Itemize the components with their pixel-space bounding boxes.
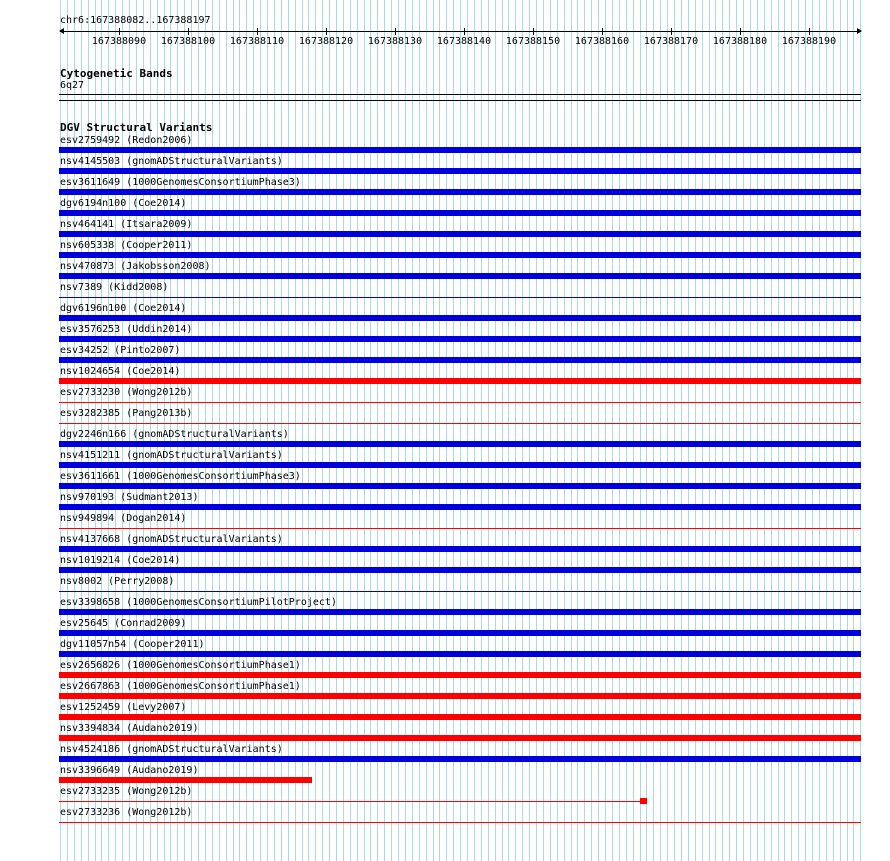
variant-bar[interactable] — [59, 441, 861, 447]
variant-label[interactable]: esv2656826 (1000GenomesConsortiumPhase1) — [60, 660, 301, 671]
variant-label[interactable]: esv3576253 (Uddin2014) — [60, 324, 193, 335]
ruler-tick-label: 167388120 — [298, 36, 354, 47]
variant-bar[interactable] — [59, 630, 861, 636]
variant-bar[interactable] — [59, 252, 861, 258]
variant-bar[interactable] — [59, 273, 861, 279]
variant-line[interactable] — [59, 423, 861, 424]
variant-label[interactable]: esv34252 (Pinto2007) — [60, 345, 181, 356]
variant-label[interactable]: esv25645 (Conrad2009) — [60, 618, 187, 629]
variant-label[interactable]: nsv1019214 (Coe2014) — [60, 555, 181, 566]
variant-bar[interactable] — [59, 504, 861, 510]
ruler-tick-label: 167388190 — [781, 36, 837, 47]
variant-label[interactable]: nsv8002 (Perry2008) — [60, 576, 175, 587]
variant-bar[interactable] — [59, 735, 861, 741]
variant-bar[interactable] — [59, 189, 861, 195]
variant-bar[interactable] — [59, 462, 861, 468]
variant-bar[interactable] — [59, 756, 861, 762]
variant-label[interactable]: nsv3394834 (Audano2019) — [60, 723, 199, 734]
ruler-tick-label: 167388110 — [229, 36, 285, 47]
ruler-right-arrow-icon[interactable] — [857, 28, 862, 34]
variant-label[interactable]: nsv605338 (Cooper2011) — [60, 240, 193, 251]
ruler-tick — [602, 28, 603, 35]
ruler-tick — [188, 28, 189, 35]
ruler-tick-label: 167388130 — [367, 36, 423, 47]
variant-label[interactable]: nsv3396649 (Audano2019) — [60, 765, 199, 776]
ruler-tick-label: 167388170 — [643, 36, 699, 47]
dgv-track-title[interactable]: DGV Structural Variants — [60, 121, 213, 134]
ruler-tick — [395, 28, 396, 35]
variant-label[interactable]: nsv970193 (Sudmant2013) — [60, 492, 199, 503]
ruler-tick-label: 167388180 — [712, 36, 768, 47]
variant-bar[interactable] — [59, 483, 861, 489]
variant-bar-partial[interactable] — [59, 777, 312, 783]
variant-bar[interactable] — [59, 378, 861, 384]
variant-bar[interactable] — [59, 609, 861, 615]
variant-line[interactable] — [59, 402, 861, 403]
variant-label[interactable]: dgv11057n54 (Cooper2011) — [60, 639, 205, 650]
variant-label[interactable]: nsv4137668 (gnomADStructuralVariants) — [60, 534, 283, 545]
variant-label[interactable]: esv2733236 (Wong2012b) — [60, 807, 193, 818]
genomic-position: chr6:167388082..167388197 — [60, 15, 211, 26]
variant-bar[interactable] — [59, 714, 861, 720]
cytoband-separator-bottom — [59, 100, 861, 101]
ruler-tick-label: 167388140 — [436, 36, 492, 47]
cytoband-track-title[interactable]: Cytogenetic Bands — [60, 67, 173, 80]
variant-bar[interactable] — [59, 315, 861, 321]
variant-bar[interactable] — [59, 210, 861, 216]
variant-label[interactable]: esv3398658 (1000GenomesConsortiumPilotProject) — [60, 597, 337, 608]
variant-label[interactable]: nsv1024654 (Coe2014) — [60, 366, 181, 377]
ruler-tick — [809, 28, 810, 35]
ruler-tick — [326, 28, 327, 35]
variant-label[interactable]: dgv6194n100 (Coe2014) — [60, 198, 187, 209]
variant-label[interactable]: nsv470873 (Jakobsson2008) — [60, 261, 211, 272]
variant-label[interactable]: nsv4524186 (gnomADStructuralVariants) — [60, 744, 283, 755]
ruler-tick — [671, 28, 672, 35]
ruler-tick-label: 167388090 — [91, 36, 147, 47]
ruler-tick — [257, 28, 258, 35]
variant-bar[interactable] — [59, 546, 861, 552]
variant-label[interactable]: esv1252459 (Levy2007) — [60, 702, 187, 713]
ruler-left-arrow-icon[interactable] — [59, 28, 64, 34]
variant-label[interactable]: dgv2246n166 (gnomADStructuralVariants) — [60, 429, 289, 440]
variant-label[interactable]: esv3611649 (1000GenomesConsortiumPhase3) — [60, 177, 301, 188]
cytoband-label[interactable]: 6q27 — [60, 80, 85, 91]
variant-bar[interactable] — [59, 336, 861, 342]
ruler-tick-label: 167388150 — [505, 36, 561, 47]
variant-line[interactable] — [59, 801, 643, 802]
variant-label[interactable]: esv2733230 (Wong2012b) — [60, 387, 193, 398]
variant-bar[interactable] — [59, 231, 861, 237]
variant-bar[interactable] — [59, 168, 861, 174]
variant-label[interactable]: esv2733235 (Wong2012b) — [60, 786, 193, 797]
variant-bar[interactable] — [59, 693, 861, 699]
variant-marker[interactable] — [640, 798, 647, 804]
variant-label[interactable]: nsv7389 (Kidd2008) — [60, 282, 169, 293]
ruler-tick — [533, 28, 534, 35]
variant-label[interactable]: nsv4151211 (gnomADStructuralVariants) — [60, 450, 283, 461]
cytoband-separator-top — [59, 94, 861, 95]
variant-bar[interactable] — [59, 567, 861, 573]
variant-label[interactable]: dgv6196n100 (Coe2014) — [60, 303, 187, 314]
ruler-tick — [740, 28, 741, 35]
variant-label[interactable]: nsv4145503 (gnomADStructuralVariants) — [60, 156, 283, 167]
variant-label[interactable]: nsv949894 (Dogan2014) — [60, 513, 187, 524]
variant-bar[interactable] — [59, 672, 861, 678]
variant-label[interactable]: esv2667863 (1000GenomesConsortiumPhase1) — [60, 681, 301, 692]
variant-bar[interactable] — [59, 357, 861, 363]
variant-line[interactable] — [59, 822, 861, 823]
variant-line[interactable] — [59, 297, 861, 298]
variant-label[interactable]: esv3611661 (1000GenomesConsortiumPhase3) — [60, 471, 301, 482]
variant-label[interactable]: nsv464141 (Itsara2009) — [60, 219, 193, 230]
variant-label[interactable]: esv2759492 (Redon2006) — [60, 135, 193, 146]
variant-line[interactable] — [59, 591, 861, 592]
ruler-tick — [119, 28, 120, 35]
ruler-tick-label: 167388160 — [574, 36, 630, 47]
variant-line[interactable] — [59, 528, 861, 529]
variant-label[interactable]: esv3282385 (Pang2013b) — [60, 408, 193, 419]
variant-bar[interactable] — [59, 651, 861, 657]
variant-bar[interactable] — [59, 147, 861, 153]
ruler-tick-label: 167388100 — [160, 36, 216, 47]
ruler-tick — [464, 28, 465, 35]
